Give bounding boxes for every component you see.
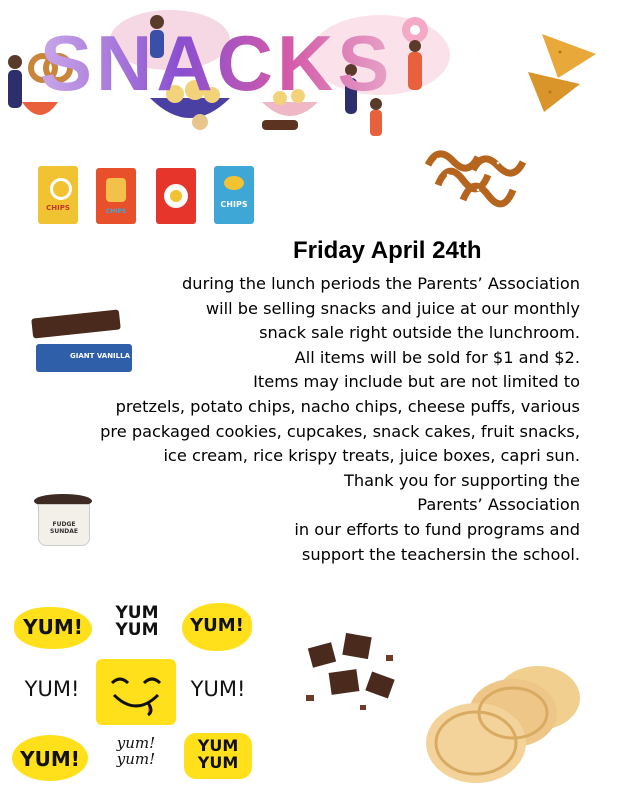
yum-sticker: YUM! bbox=[20, 747, 80, 771]
chip-bag bbox=[214, 166, 254, 224]
yum-word: YUM bbox=[115, 603, 159, 623]
flyer-body bbox=[20, 272, 580, 567]
flyer-line: in our efforts to fund programs and bbox=[294, 519, 580, 539]
yum-sticker: YUM! bbox=[24, 677, 80, 701]
yum-word: YUM bbox=[197, 753, 239, 772]
chip-bag-art-icon bbox=[106, 178, 126, 202]
chip-bag-label: CHIPS bbox=[220, 200, 248, 209]
flyer-line: Parents’ Association bbox=[417, 495, 580, 515]
chip-bag bbox=[96, 168, 136, 224]
yum-word: yum! bbox=[116, 750, 156, 768]
smiley-face-icon bbox=[96, 659, 176, 725]
sundae-label: FUDGE SUNDAE bbox=[50, 521, 78, 535]
cookie-icon bbox=[262, 120, 298, 130]
chip-bag-logo-icon bbox=[50, 178, 72, 200]
yum-word: yum! bbox=[116, 734, 156, 752]
yum-sticker: YUM! bbox=[190, 677, 246, 701]
cookie-icon bbox=[192, 114, 208, 130]
banner-title: SNACKS bbox=[40, 19, 394, 107]
smiley-sticker bbox=[96, 659, 176, 725]
yum-word: YUM bbox=[197, 736, 239, 755]
yum-word: YUM bbox=[115, 620, 159, 640]
yum-sticker-grid bbox=[0, 595, 260, 795]
chip-bag-art-icon bbox=[170, 190, 182, 202]
chip-bag-art-icon bbox=[224, 176, 244, 190]
donut-icon bbox=[402, 17, 428, 43]
chip-bag bbox=[38, 166, 78, 224]
flyer-line: Items may include but are not limited to bbox=[253, 372, 580, 392]
butter-cookies-image bbox=[418, 648, 588, 788]
person-icon bbox=[8, 55, 22, 108]
flyer-heading: Friday April 24th bbox=[293, 237, 482, 264]
yum-sticker: YUM! bbox=[23, 615, 83, 639]
nacho-chips-image bbox=[520, 32, 600, 114]
flyer-line: ice cream, rice krispy treats, juice boxes, capri sun. bbox=[163, 446, 580, 466]
flyer-line: Thank you for supporting the bbox=[343, 470, 580, 490]
snacks-banner bbox=[0, 0, 520, 150]
chip-bag-label: CHIPS bbox=[105, 208, 127, 215]
brownies-image bbox=[300, 625, 410, 720]
chip-bag bbox=[156, 168, 196, 224]
flyer-line: snack sale right outside the lunchroom. bbox=[259, 323, 580, 343]
flyer-line: pre packaged cookies, cupcakes, snack cakes, fruit snacks, bbox=[100, 421, 580, 441]
yum-yum-script-sticker bbox=[96, 735, 176, 767]
chip-bags-row bbox=[38, 166, 250, 228]
flyer-line: All items will be sold for $1 and $2. bbox=[294, 347, 580, 367]
ice-cream-box-label: GIANT VANILLA bbox=[70, 352, 130, 360]
flyer-line: during the lunch periods the Parents’ Association bbox=[182, 274, 580, 293]
yum-sticker: YUM! bbox=[190, 615, 244, 636]
pretzels-image bbox=[418, 145, 528, 215]
flyer-line: will be selling snacks and juice at our monthly bbox=[205, 298, 580, 318]
flyer-line: pretzels, potato chips, nacho chips, cheese puffs, various bbox=[115, 396, 580, 416]
yum-yum-sticker bbox=[102, 605, 172, 639]
person-icon bbox=[408, 40, 422, 90]
flyer-line: support the teachersin the school. bbox=[301, 544, 580, 564]
yum-yum-sticker bbox=[186, 737, 250, 771]
chip-bag-label: CHIPS bbox=[46, 204, 70, 212]
